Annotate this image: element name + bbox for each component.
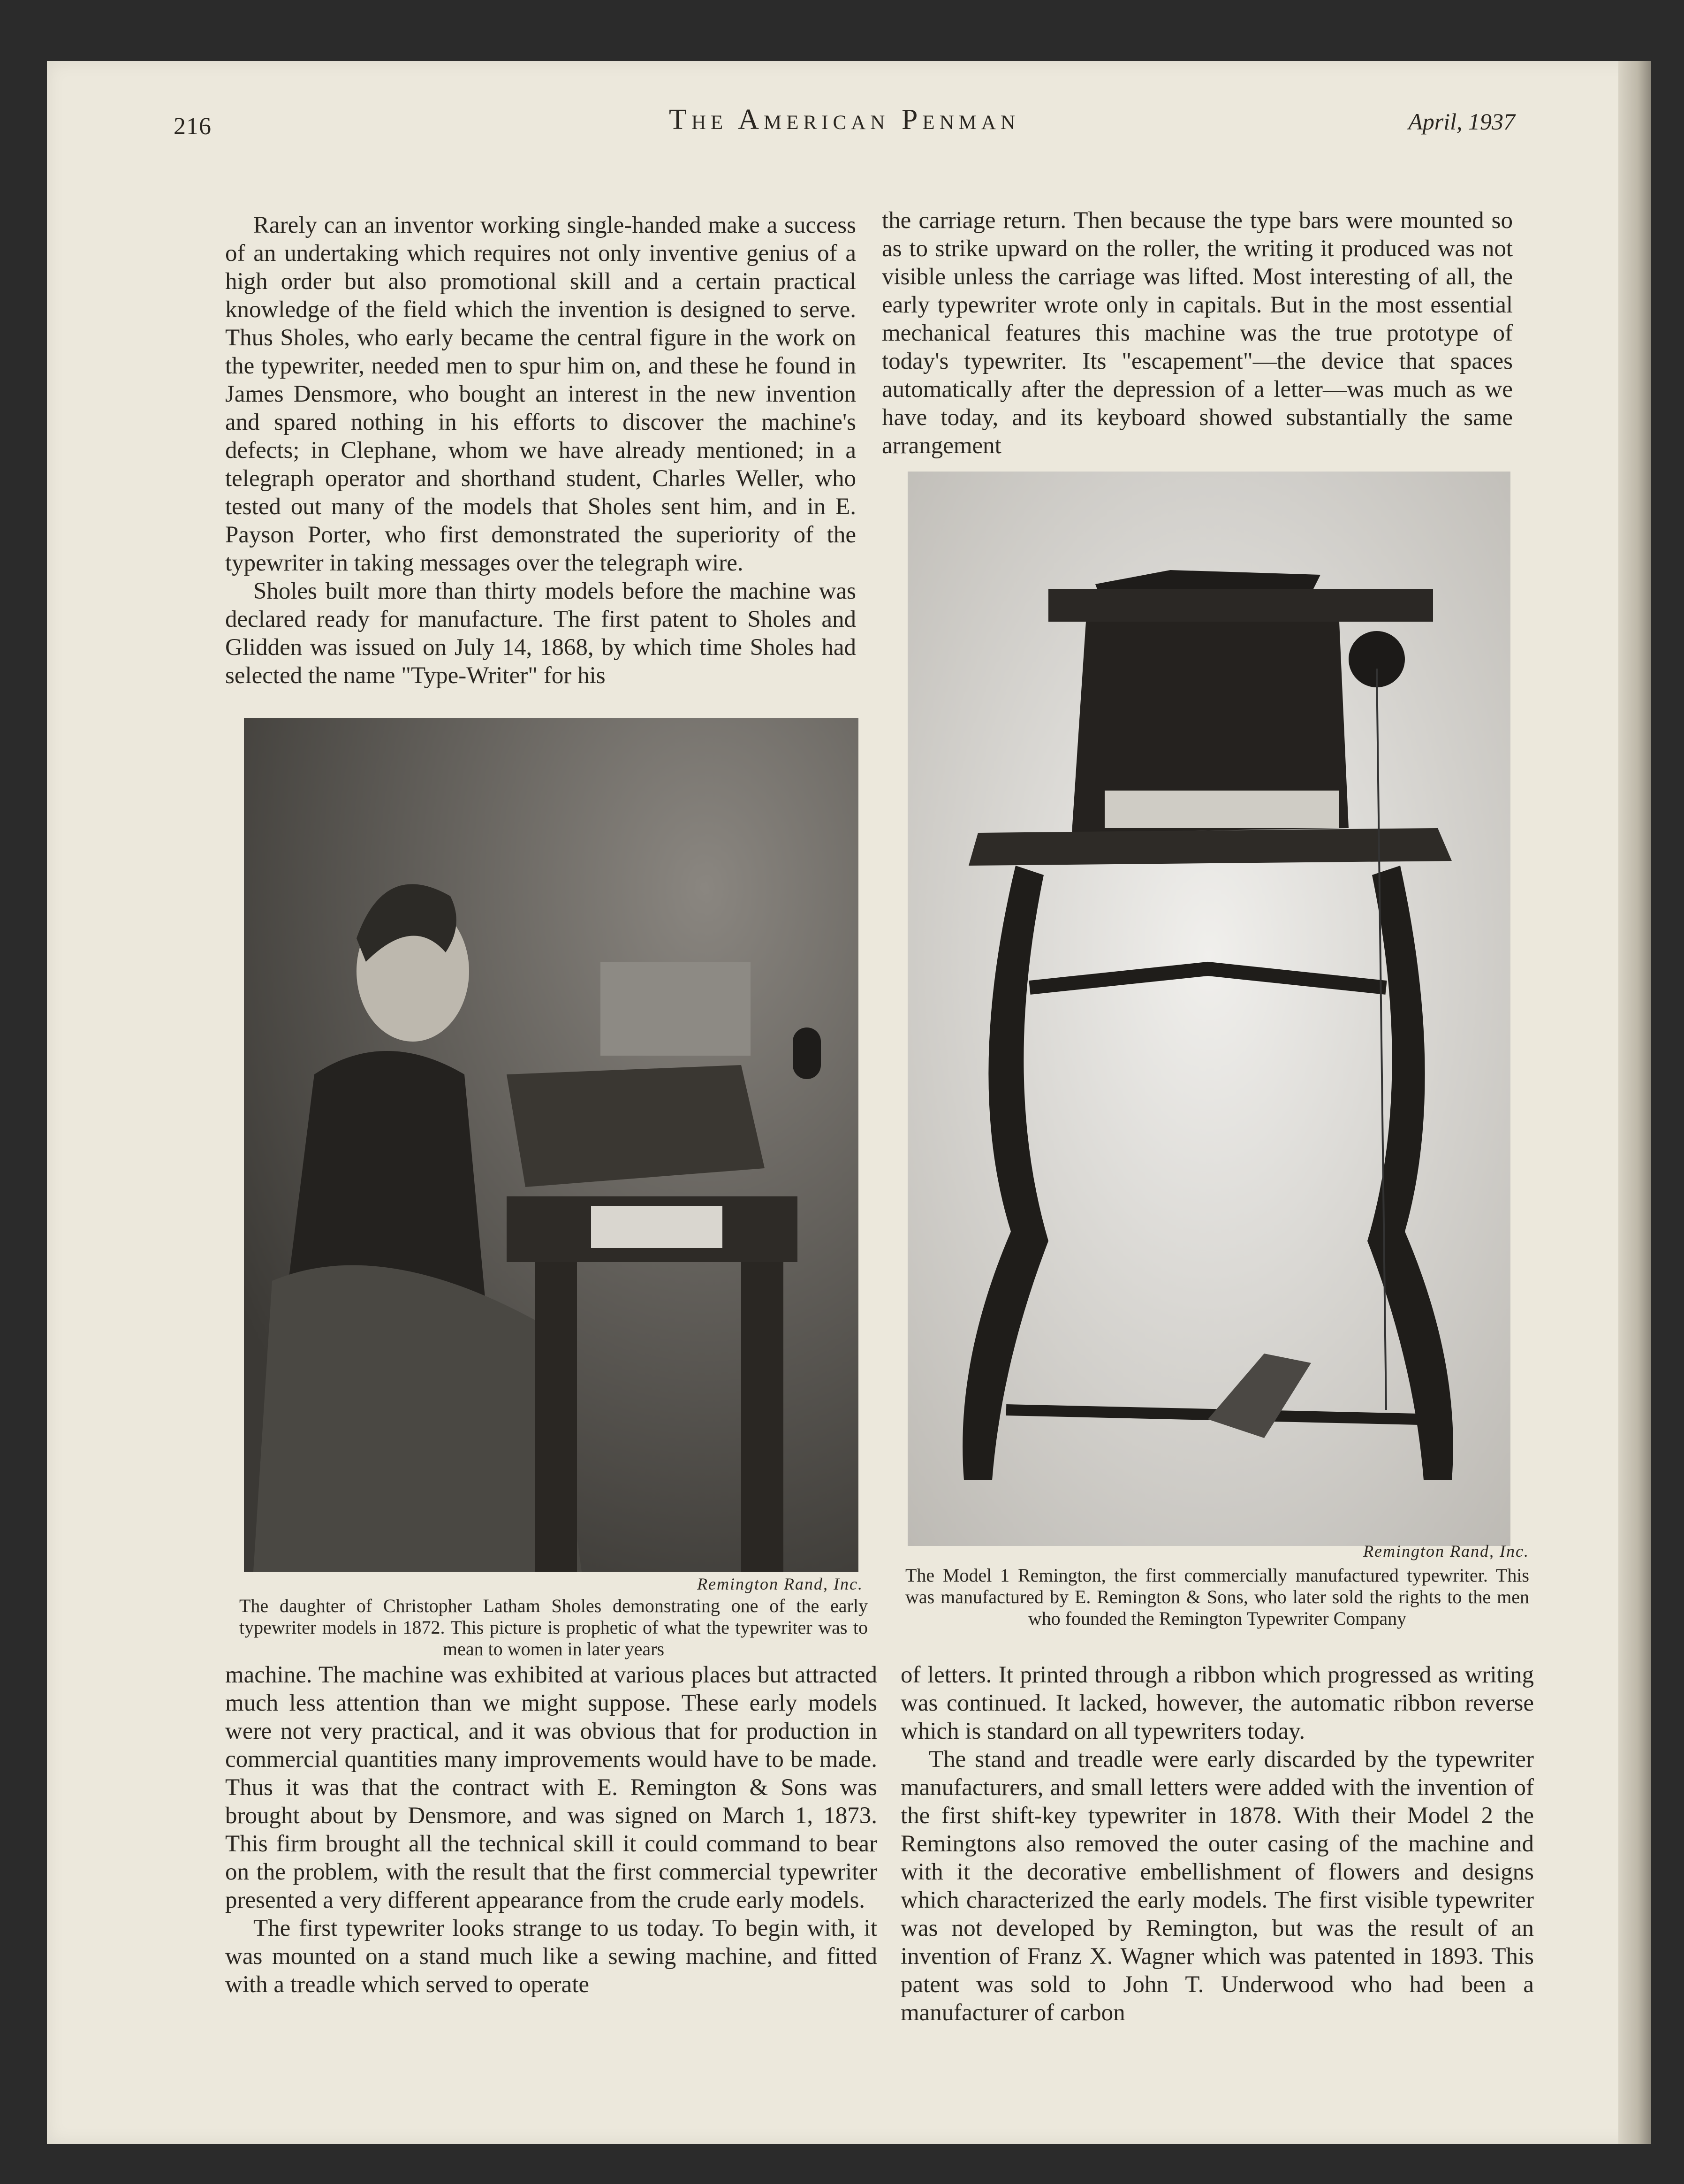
column-right-top [882,206,1513,469]
photo-sholes-daughter-typewriter [244,718,858,1572]
paragraph: The stand and treadle were early discarded by the typewriter manufacturers, and small letters were added with the invention of the first shift-key typewriter in 1878. With their Model 2 the Remingtons also removed the outer casing of the machine and with it the decorative embellishment of flowers and designs which characterized the early models. The first visible typewriter was not developed by Remington, but was the result of an invention of Franz X. Wagner which was patented in 1893. This patent was sold to John T. Underwood who had been a manufacturer of carbon [901,1746,1534,2026]
journal-title: The American Penman [669,104,1020,136]
photo-model-1-remington [908,472,1510,1546]
paragraph: Sholes built more than thirty models before the machine was declared ready for manufacture. The first patent to Sholes and Glidden was issued on July 14, 1868, by which time Sholes had selected the name "Type-Writer" for his [225,578,856,689]
photo-illustration [908,472,1510,1546]
photo-illustration [244,718,858,1572]
issue-date: April, 1937 [1408,108,1515,135]
running-head [174,99,1515,141]
figure-caption: The daughter of Christopher Latham Sholes demonstrating one of the early typewriter models in 1872. This picture is prophetic of what the typewriter was to mean to women in later years [239,1595,868,1659]
paragraph: machine. The machine was exhibited at various places but attracted much less attention than we might suppose. These early models were not very practical, and it was obvious that for production in commercial quantities many improvements would have to be made. Thus it was that the contract with E. Remington & Sons was brought about by Densmore, and was signed on March 1, 1873. This firm brought all the technical skill it could command to bear on the problem, with the result that the first commercial typewriter presented a very different appearance from the crude early models. [225,1662,877,1913]
paragraph: The first typewriter looks strange to us today. To begin with, it was mounted on a stand much like a sewing machine, and fitted with a treadle which served to operate [225,1915,877,1998]
figure-caption: The Model 1 Remington, the first commercially manufactured typewriter. This was manufactured by E. Remington & Sons, who later sold the rights to the men who founded the Remington Typewriter Company [905,1565,1529,1629]
column-right-bottom [901,1661,1534,2130]
column-left-bottom [225,1661,877,1998]
photo-credit: Remington Rand, Inc. [1363,1542,1529,1560]
page-spine-shadow [1618,61,1651,2144]
page-number: 216 [174,113,212,140]
photo-credit: Remington Rand, Inc. [697,1575,863,1593]
paragraph: Rarely can an inventor working single-handed make a success of an undertaking which requires not only inventive genius of a high order but also promotional skill and a certain practical knowledge of the field which the invention is designed to serve. Thus Sholes, who early became the central figure in the work on the typewriter, needed men to spur him on, and these he found in James Densmore, who bought an interest in the new invention and spared nothing in his efforts to discover the machine's defects; in Clephane, whom we have already mentioned; in a telegraph operator and shorthand student, Charles Weller, who tested out many of the models that Sholes sent him, and in E. Payson Porter, who first demonstrated the superiority of the typewriter in taking messages over the telegraph wire. [225,212,856,576]
column-left-top [225,211,856,732]
paragraph: of letters. It printed through a ribbon which progressed as writing was continued. It lacked, however, the automatic ribbon reverse which is standard on all typewriters today. [901,1662,1534,1744]
paragraph: the carriage return. Then because the type bars were mounted so as to strike upward on the roller, the writing it produced was not visible unless the carriage was lifted. Most interesting of all, the early typewriter wrote only in capitals. But in the most essential mechanical features this machine was the true prototype of today's typewriter. Its "escapement"—the device that spaces automatically after the depression of a letter—was much as we have today, and its keyboard showed substantially the same arrangement [882,207,1513,459]
